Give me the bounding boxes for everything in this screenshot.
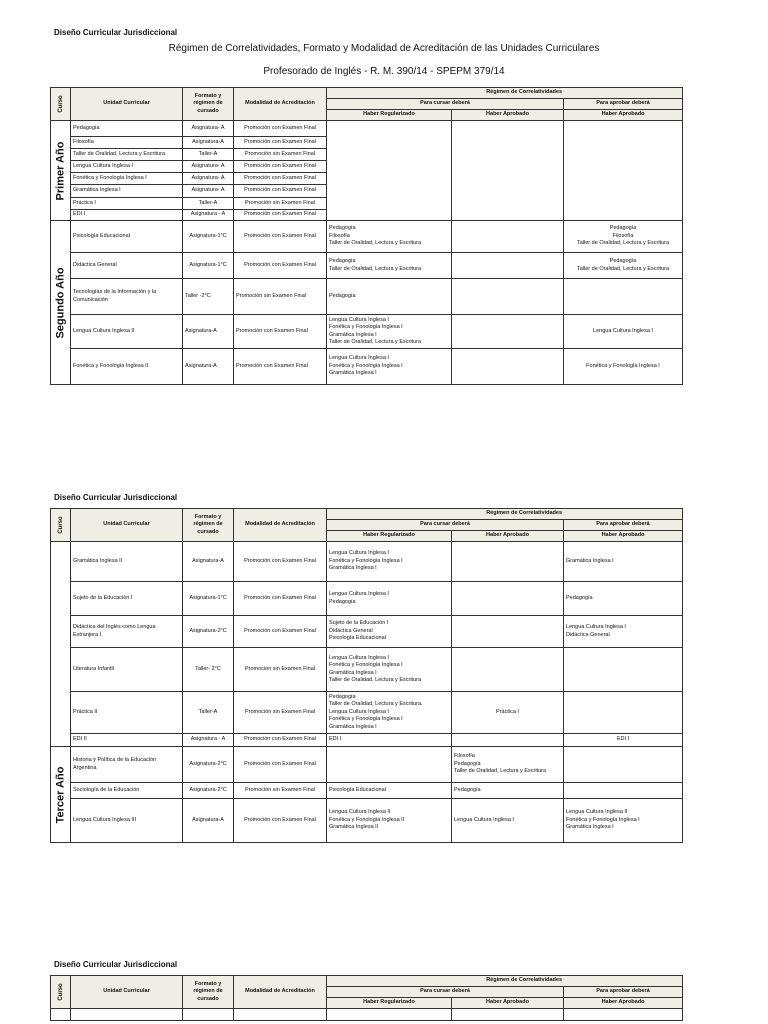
aprobar-cell: Pedagogía Filosofía Taller de Oralidad, Lectura y Escritura <box>564 221 683 253</box>
modalidad-cell: Promoción con Examen Final <box>234 582 327 616</box>
year-label: Segundo Año <box>51 221 71 385</box>
header-para-cursar: Para cursar deberá <box>327 99 564 110</box>
formato-cell: Asignatura-1°C <box>183 582 234 616</box>
header-formato: Formato y régimen de cursado <box>183 88 234 121</box>
regularizado-cell: Lengua Cultura Inglesa I Pedagogía <box>327 582 452 616</box>
unidad-cell: Taller de Oralidad, Lectura y Escritura <box>71 149 183 161</box>
unidad-cell: Filosofía <box>71 137 183 149</box>
modalidad-cell: Promoción con Examen Final <box>234 253 327 279</box>
unidad-cell: Práctica I <box>71 198 183 210</box>
unidad-cell: EDI I <box>71 210 183 221</box>
modalidad-cell: Promoción con Examen Final <box>234 349 327 385</box>
doc-subtitle: Profesorado de Inglés - R. M. 390/14 - SPEPM 379/14 <box>263 66 505 77</box>
aprobar-cell: Gramática Inglesa I <box>564 542 683 582</box>
unidad-cell: Fonética y Fonología Inglesa I <box>71 173 183 185</box>
unidad-cell: Literatura Infantil <box>71 648 183 692</box>
header-curso: Curso <box>51 88 71 121</box>
year-label: Tercer Año <box>51 747 71 843</box>
regularizado-cell <box>327 121 452 221</box>
header-unidad: Unidad Curricular <box>71 509 183 542</box>
modalidad-cell: Promoción con Examen Final <box>234 121 327 137</box>
modalidad-cell: Promoción con Examen Final <box>234 137 327 149</box>
aprobar-cell <box>564 783 683 799</box>
year-label <box>51 542 71 747</box>
doc-label: Diseño Curricular Jurisdiccional <box>54 28 178 37</box>
regularizado-cell: Psicología Educacional <box>327 783 452 799</box>
aprobar-cell: Lengua Cultura Inglesa I Didáctica General <box>564 616 683 648</box>
regularizado-cell <box>327 747 452 783</box>
aprobado-cell <box>452 315 564 349</box>
correlatividades-table-2 <box>50 508 683 843</box>
formato-cell: Taller- 2°C <box>183 648 234 692</box>
unidad-cell: Pedagogía <box>71 121 183 137</box>
header-para-aprobar: Para aprobar deberá <box>564 99 683 110</box>
table-row <box>51 616 683 648</box>
formato-cell: Asignatura-2°C <box>183 783 234 799</box>
modalidad-cell: Promoción con Examen Final <box>234 734 327 747</box>
formato-cell: Asignatura-1°C <box>183 221 234 253</box>
unidad-cell: Psicología Educacional <box>71 221 183 253</box>
unidad-cell: Didáctica del Inglés como Lengua Extranjera I <box>71 616 183 648</box>
modalidad-cell: Promoción sin Examen Final <box>234 198 327 210</box>
aprobado-cell <box>452 542 564 582</box>
table-row <box>51 349 683 385</box>
unidad-cell: Gramática Inglesa I <box>71 185 183 198</box>
formato-cell: Asignatura-2°C <box>183 616 234 648</box>
modalidad-cell: Promoción con Examen Final <box>234 210 327 221</box>
aprobar-cell: Fonética y Fonología Inglesa I <box>564 349 683 385</box>
correlatividades-table-3 <box>50 975 683 1021</box>
aprobado-cell <box>452 253 564 279</box>
modalidad-cell: Promoción con Examen Final <box>234 799 327 843</box>
header-para-cursar: Para cursar deberá <box>327 987 564 998</box>
header-haber-aprobado-final: Haber Aprobado <box>564 531 683 542</box>
aprobar-cell <box>564 692 683 734</box>
table-row <box>51 542 683 582</box>
header-regimen: Régimen de Correlatividades <box>327 976 683 987</box>
doc-label: Diseño Curricular Jurisdiccional <box>54 493 178 502</box>
modalidad-cell: Promoción con Examen Final <box>234 542 327 582</box>
regularizado-cell: Sujeto de la Educación I Didáctica General Psicología Educacional <box>327 616 452 648</box>
table-row <box>51 692 683 734</box>
aprobado-cell <box>452 648 564 692</box>
header-regimen: Régimen de Correlatividades <box>327 509 683 520</box>
modalidad-cell: Promoción sin Examen Final <box>234 692 327 734</box>
header-haber-aprobado-final: Haber Aprobado <box>564 110 683 121</box>
formato-cell: Asignatura-A <box>183 349 234 385</box>
aprobar-cell: Lengua Cultura Inglesa I <box>564 315 683 349</box>
regularizado-cell: Lengua Cultura Inglesa I Fonética y Fonología Inglesa I Gramática Inglesa I <box>327 542 452 582</box>
modalidad-cell: Promoción sin Examen Final <box>234 149 327 161</box>
modalidad-cell: Promoción con Examen Final <box>234 185 327 198</box>
formato-cell: Asignatura-2°C <box>183 747 234 783</box>
header-para-cursar: Para cursar deberá <box>327 520 564 531</box>
regularizado-cell: Pedagogía Filosofía Taller de Oralidad, Lectura y Escritura <box>327 221 452 253</box>
table-row <box>51 315 683 349</box>
formato-cell: Asignatura-1°C <box>183 253 234 279</box>
header-curso: Curso <box>51 509 71 542</box>
unidad-cell: Historia y Política de la Educación Argentina <box>71 747 183 783</box>
unidad-cell: Práctica II <box>71 692 183 734</box>
regularizado-cell: Lengua Cultura Inglesa I Fonética y Fonología Inglesa I Gramática Inglesa I Taller de Oralidad, Lectura y Escritura <box>327 315 452 349</box>
formato-cell: Asignatura-A <box>183 137 234 149</box>
header-unidad: Unidad Curricular <box>71 88 183 121</box>
modalidad-cell: Promoción con Examen Final <box>234 315 327 349</box>
modalidad-cell: Promoción sin Examen Final <box>234 783 327 799</box>
aprobado-cell <box>452 221 564 253</box>
header-haber-aprobado: Haber Aprobado <box>452 110 564 121</box>
header-regimen: Régimen de Correlatividades <box>327 88 683 99</box>
table-row <box>51 582 683 616</box>
aprobado-cell <box>452 349 564 385</box>
table-row <box>51 734 683 747</box>
formato-cell: Asignatura-A <box>183 542 234 582</box>
aprobar-cell <box>564 747 683 783</box>
table-row <box>51 121 683 137</box>
aprobado-cell <box>452 121 564 221</box>
formato-cell: Asignatura- A <box>183 173 234 185</box>
aprobado-cell <box>452 616 564 648</box>
table-row <box>51 783 683 799</box>
formato-cell: Taller -2°C <box>183 279 234 315</box>
doc-label: Diseño Curricular Jurisdiccional <box>54 960 178 969</box>
header-modalidad: Modalidad de Acreditación <box>234 509 327 542</box>
unidad-cell: Fonética y Fonología Inglesa II <box>71 349 183 385</box>
aprobado-cell <box>452 279 564 315</box>
regularizado-cell: Lengua Cultura Inglesa I Fonética y Fonología Inglesa I Gramática Inglesa I Taller de Oralidad, Lectura y Escritura <box>327 648 452 692</box>
regularizado-cell: Pedagogía Taller de Oralidad, Lectura y Escritura <box>327 253 452 279</box>
regularizado-cell: Lengua Cultura Inglesa I Fonética y Fonología Inglesa I Gramática Inglesa I <box>327 349 452 385</box>
modalidad-cell: Promoción con Examen Final <box>234 616 327 648</box>
header-haber-aprobado: Haber Aprobado <box>452 998 564 1009</box>
correlatividades-table-1 <box>50 87 683 385</box>
table-row <box>51 279 683 315</box>
modalidad-cell: Promoción con Examen Final <box>234 173 327 185</box>
header-modalidad: Modalidad de Acreditación <box>234 88 327 121</box>
modalidad-cell: Promoción con Examen Final <box>234 161 327 173</box>
aprobar-cell <box>564 279 683 315</box>
header-para-aprobar: Para aprobar deberá <box>564 987 683 998</box>
header-curso: Curso <box>51 976 71 1009</box>
regularizado-cell: Lengua Cultura Inglesa II Fonética y Fonología Inglesa II Gramática Inglesa II <box>327 799 452 843</box>
doc-title: Régimen de Correlatividades, Formato y Modalidad de Acreditación de las Unidades Curriculares <box>168 43 600 54</box>
formato-cell: Asignatura - A <box>183 734 234 747</box>
aprobar-cell: Lengua Cultura Inglesa II Fonética y Fonología Inglesa I Gramática Inglesa I <box>564 799 683 843</box>
table-row <box>51 221 683 253</box>
modalidad-cell: Promoción sin Examen Final <box>234 279 327 315</box>
regularizado-cell: Pedagogía <box>327 279 452 315</box>
formato-cell: Taller-A <box>183 198 234 210</box>
header-formato: Formato y régimen de cursado <box>183 976 234 1009</box>
header-haber-aprobado: Haber Aprobado <box>452 531 564 542</box>
unidad-cell: EDI II <box>71 734 183 747</box>
header-haber-regularizado: Haber Regularizado <box>327 998 452 1009</box>
unidad-cell: Lengua Cultura Inglesa I <box>71 161 183 173</box>
unidad-cell: Gramática Inglesa II <box>71 542 183 582</box>
formato-cell: Asignatura-A <box>183 315 234 349</box>
table-row <box>51 1009 683 1021</box>
aprobado-cell: Filosofía Pedagogía Taller de Oralidad, Lectura y Escritura <box>452 747 564 783</box>
aprobar-cell <box>564 648 683 692</box>
table-row <box>51 253 683 279</box>
aprobar-cell: Pedagogía <box>564 582 683 616</box>
aprobar-cell <box>564 121 683 221</box>
regularizado-cell: Pedagogía Taller de Oralidad, Lectura y Escritura. Lengua Cultura Inglesa I Fonética y Fonología Inglesa I Gramática Inglesa I <box>327 692 452 734</box>
aprobado-cell <box>452 734 564 747</box>
year-label: Primer Año <box>51 121 71 221</box>
unidad-cell: Tecnologías de la Información y la Comunicación <box>71 279 183 315</box>
formato-cell: Asignatura- A <box>183 185 234 198</box>
table-row <box>51 799 683 843</box>
unidad-cell: Didáctica General <box>71 253 183 279</box>
header-haber-aprobado-final: Haber Aprobado <box>564 998 683 1009</box>
regularizado-cell: EDI I <box>327 734 452 747</box>
aprobado-cell: Práctica I <box>452 692 564 734</box>
header-modalidad: Modalidad de Acreditación <box>234 976 327 1009</box>
header-unidad: Unidad Curricular <box>71 976 183 1009</box>
formato-cell: Asignatura - A <box>183 210 234 221</box>
table-row <box>51 747 683 783</box>
aprobar-cell: EDI I <box>564 734 683 747</box>
header-haber-regularizado: Haber Regularizado <box>327 110 452 121</box>
header-para-aprobar: Para aprobar deberá <box>564 520 683 531</box>
aprobado-cell <box>452 582 564 616</box>
unidad-cell: Lengua Cultura Inglesa III <box>71 799 183 843</box>
modalidad-cell: Promoción con Examen Final <box>234 221 327 253</box>
aprobado-cell: Pedagogía <box>452 783 564 799</box>
modalidad-cell: Promoción sin Examen Final <box>234 648 327 692</box>
header-formato: Formato y régimen de cursado <box>183 509 234 542</box>
unidad-cell: Lengua Cultura Inglesa II <box>71 315 183 349</box>
formato-cell: Taller-A <box>183 692 234 734</box>
aprobado-cell: Lengua Cultura Inglesa I <box>452 799 564 843</box>
formato-cell: Asignatura- A <box>183 161 234 173</box>
unidad-cell: Sociología de la Educación <box>71 783 183 799</box>
unidad-cell: Sujeto de la Educación I <box>71 582 183 616</box>
modalidad-cell: Promoción con Examen Final <box>234 747 327 783</box>
header-haber-regularizado: Haber Regularizado <box>327 531 452 542</box>
formato-cell: Taller-A <box>183 149 234 161</box>
formato-cell: Asignatura-A <box>183 799 234 843</box>
aprobar-cell: Pedagogía Taller de Oralidad, Lectura y Escritura <box>564 253 683 279</box>
table-row <box>51 648 683 692</box>
formato-cell: Asignatura- A <box>183 121 234 137</box>
